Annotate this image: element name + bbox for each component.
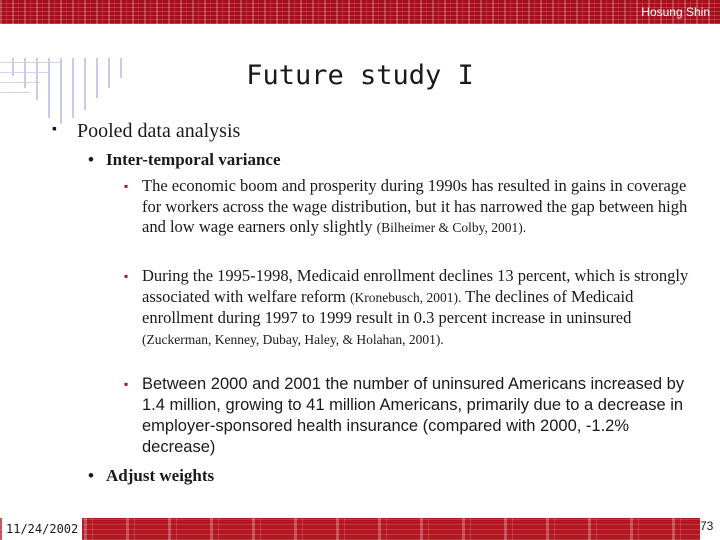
point-text: Between 2000 and 2001 the number of uninsured Americans increased by 1.4 million, growing to 41 million Americans, primarily due to a decrease in employer-sponsored health insurance (compared with 2000, -1.2% decrease) xyxy=(142,375,685,456)
sub-bullet-label: Inter-temporal variance xyxy=(106,150,281,169)
bullet-label: Pooled data analysis xyxy=(77,120,241,142)
citation: (Kronebusch, 2001). xyxy=(350,289,462,305)
square-bullet-icon: ▪ xyxy=(124,179,129,193)
author-name: Hosung Shin xyxy=(641,5,710,19)
point-text-continued: The declines of Medicaid enrollment during 1997 to 1999 result in 0.3 percent increase in uninsured xyxy=(142,286,634,327)
slide-title: Future study I xyxy=(246,60,474,91)
square-bullet-icon: ▪ xyxy=(124,377,129,391)
point-uninsured xyxy=(124,374,690,458)
point-text: The economic boom and prosperity during 1990s has resulted in gains in coverage for workers across the wage distribution, but it has narrowed the gap between high and low wage earners only slightly xyxy=(142,176,688,236)
sub-bullet-inter-temporal xyxy=(88,150,281,170)
dot-bullet-icon: • xyxy=(88,150,94,169)
sub-bullet-label: Adjust weights xyxy=(106,466,215,485)
header-band xyxy=(0,0,720,24)
footer-date: 11/24/2002 xyxy=(2,518,82,540)
sub-bullet-adjust-weights xyxy=(88,466,214,486)
footer-band xyxy=(0,518,720,540)
square-bullet-icon: ▪ xyxy=(124,269,129,283)
dot-bullet-icon: • xyxy=(88,466,94,485)
point-text: During the 1995-1998, Medicaid enrollment declines 13 percent, which is strongly associated with welfare reform xyxy=(142,266,689,306)
square-bullet-icon: ▪ xyxy=(52,122,57,137)
citation: (Bilheimer & Colby, 2001). xyxy=(376,220,527,235)
point-medicaid xyxy=(124,266,690,350)
point-economic-boom xyxy=(124,176,690,239)
page-number: 73 xyxy=(700,518,720,540)
citation: (Zuckerman, Kenney, Dubay, Haley, & Holahan, 2001). xyxy=(142,331,444,347)
